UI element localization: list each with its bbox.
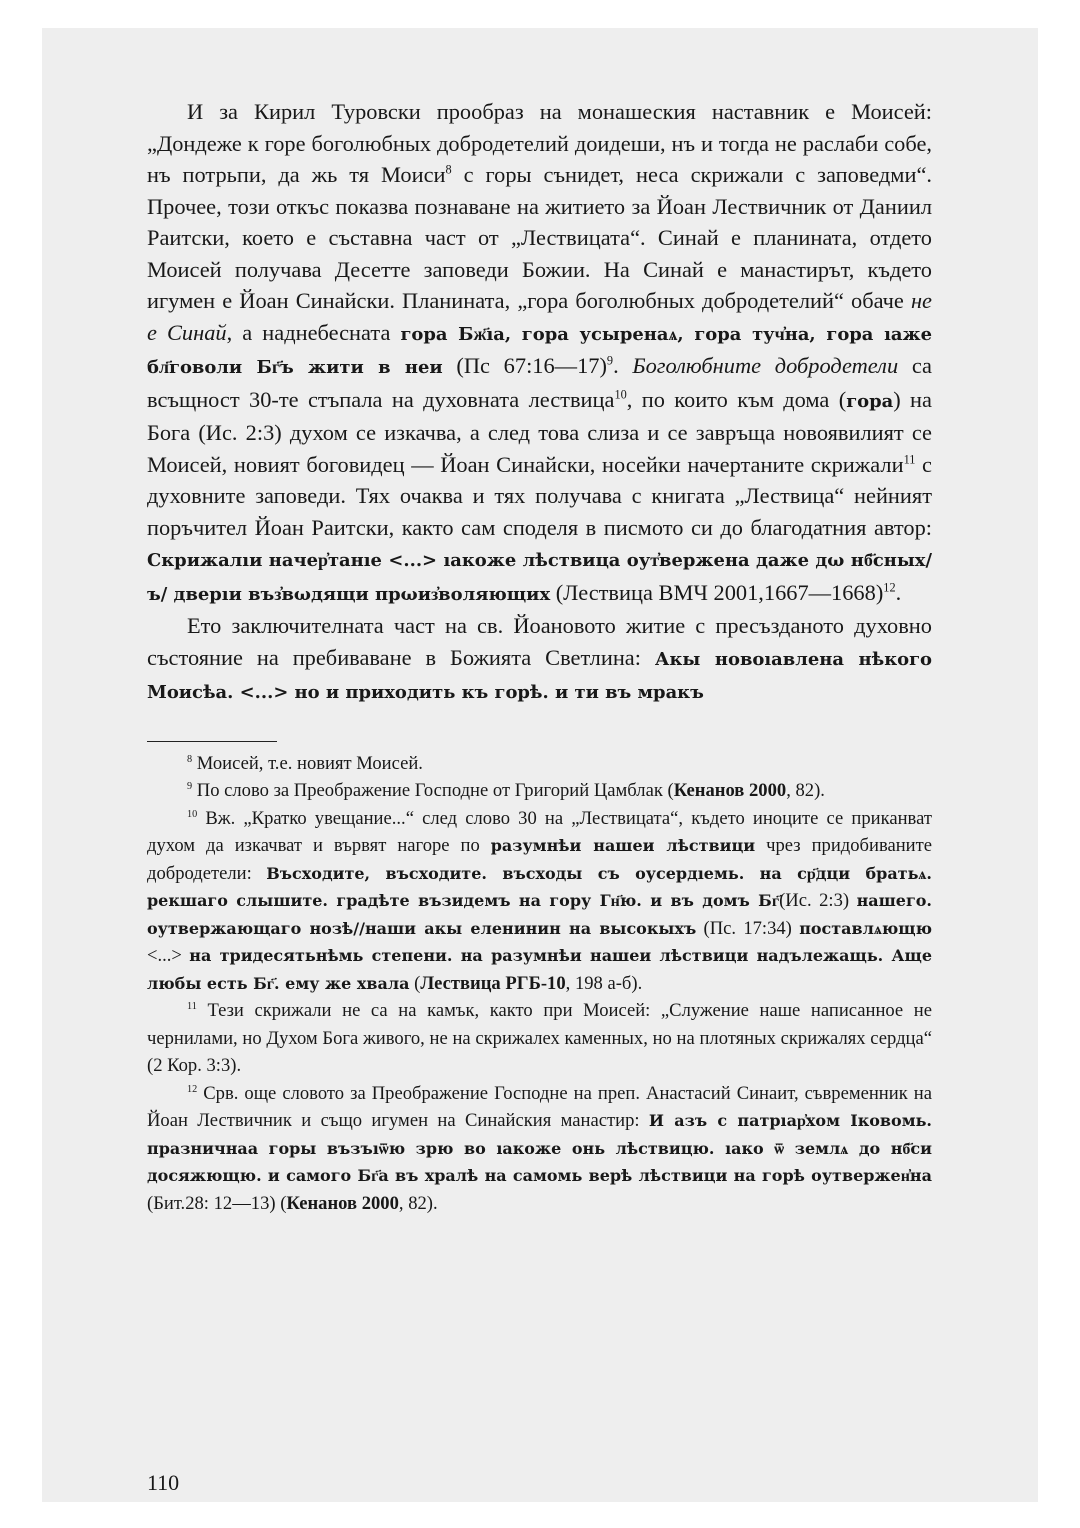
church-slavonic-quote: нашего. оутвержающаго нозѣ//наши акы еленинин на высокыхъ (147, 891, 932, 938)
church-slavonic-quote: Скрижалıи начер҆танıе <...> ıакоже лѣствица оут҆вержена даже дω нб҃сных/ъ/ дверıи въз҆вωдящи прωиз҆воляющих (147, 550, 932, 605)
footnote-9 (147, 777, 932, 805)
footnote-divider (147, 741, 277, 742)
text-run: са всъщност 30-те стъпала на духовната лествица (147, 353, 932, 412)
footnote-ref: 12 (883, 580, 896, 595)
church-slavonic-quote: Въсходите, въсходите. въсходы съ оусердıемь. на ср҃дци братьѧ. рекшаго слышите. градѣте възидемъ на гору Гн҃ю. и въ домъ Бг҃ (147, 863, 932, 910)
church-slavonic-quote: разумнѣи нашеи лѣствици (490, 836, 756, 855)
footnote-text: чрез придобиваните добродетели: (147, 835, 933, 884)
citation-author: Кенанов 2000 (673, 780, 787, 801)
footnote-10 (147, 805, 932, 998)
church-slavonic-quote: на тридесятьнѣмь степени. на разумнѣи нашеи лѣствици надълежащь. Аще любы есть Бг҃. ему же хвала (147, 946, 932, 993)
footnote-ref: 9 (606, 353, 614, 368)
footnote-text: <...> (147, 945, 190, 966)
page-content (147, 96, 932, 1217)
text-run: ) на Бога (Ис. 2:3) духом се изкачва, а след това слиза и се завръща новоявилият се Моисей, новият боговидец — Йоан Синайски, носейки начертаните скрижали (147, 386, 932, 477)
text-run: (Лествица ВМЧ 2001,1667—1668) (550, 579, 884, 605)
footnote-text: По слово за Преображение Господне от Григорий Цамблак ( (196, 780, 674, 801)
footnote-text: ( (409, 972, 421, 994)
footnote-12 (147, 1080, 932, 1218)
text-run: с горы сънидет, неса скрижали с заповедми“. Прочее, този откъс показва познаване на житието за Йоан Лествичник от Даниил Раитски, което е съставна част от „Лествицата“. Синай е планината, отдето Моисей получава Десетте заповеди Божии. На Синай е манастирът, където игумен е Йоан Синайски. Планината, „гора боголюбных добродетелий“ обаче (147, 162, 932, 313)
footnote-number: 12 (187, 1083, 198, 1095)
text-run: (Пс 67:16—17) (442, 353, 607, 378)
church-slavonic-quote: поставлѧющю (799, 918, 932, 938)
footnote-text: Срв. още словото за Преображение Господне на преп. Анастасий Синаит, съвременник на Йоан Лествичник и също игумен на Синайския манастир: (147, 1082, 932, 1131)
footnote-number: 11 (187, 1000, 197, 1012)
body-paragraph-2 (147, 610, 932, 709)
footnote-text: (Бит.28: 12—13) ( (147, 1192, 287, 1214)
footnote-text: , 198 а-б). (565, 972, 643, 994)
text-run: , по които към дома ( (626, 386, 847, 412)
citation-source: Лествица РГБ-10 (420, 972, 566, 994)
footnote-ref: 11 (903, 452, 916, 467)
page-number: 110 (147, 1470, 180, 1495)
church-slavonic-quote: Акы новоıавлена нѣкого Моисѣа. <...> но и приходить къ горѣ. и ти въ мракъ (147, 648, 932, 703)
text-run: И за Кирил Туровски прообраз на монашеския наставник е Моисей: „Дондеже к горе боголюбных добродетелий доидеши, нъ и тогда не раслаби собе, нъ потрьпи, да жь тя Моиси (147, 99, 932, 187)
footnote-number: 8 (187, 753, 193, 765)
footnote-text: , 82). (786, 780, 825, 801)
text-run: с духовните заповеди. Тях очаква и тях получава с книгата „Лествица“ нейният поръчител Йоан Раитски, както сам споделя в писмото си до благодатния автор: (147, 451, 932, 540)
text-run: . (895, 579, 902, 605)
footnote-number: 10 (187, 808, 198, 820)
text-run: , а наднебесната (226, 319, 401, 345)
church-slavonic-quote: И азъ с патрıар҆хом Ιковомь. празничнаа горы възъıѿю зрю во ıакоже онь лѣствицю. ıако ѿ землѧ до нб҃си досяжющю. и самого Бг҃а въ хралѣ на самомь верѣ лѣствици на горѣ оутвержен҆на (147, 1111, 932, 1185)
footnote-text: (Ис. 2:3) (779, 890, 857, 911)
footnote-text: Моисей, т.е. новият Моисей. (196, 752, 423, 774)
church-slavonic-quote: гора Бж҃ıа, гора усыренаѧ, гора туч҆на, гора ıаже бл҃говоли Бг҃ъ жити в неи (147, 323, 932, 378)
italic-run: Боголюбните добродетели (632, 353, 899, 378)
footnote-ref: 8 (445, 162, 452, 177)
footnote-8 (147, 750, 932, 778)
footnote-text: , 82). (398, 1192, 438, 1214)
italic-run: не е Синай (147, 288, 932, 345)
church-slavonic-word: гора (846, 390, 894, 412)
footnote-ref: 10 (614, 387, 627, 402)
citation-author: Кенанов 2000 (286, 1192, 399, 1214)
text-run: Ето заключителната част на св. Йоановото житие с пресъзданото духовно състояние на пребиваване в Божията Светлина: (147, 613, 932, 670)
footnote-text: Вж. „Кратко увещание...“ след слово 30 на „Лествицата“, където иноците се приканват духом да изкачват и вървят нагоре по (147, 807, 932, 856)
footnote-11 (147, 997, 932, 1080)
text-run: . (613, 353, 633, 378)
footnote-number: 9 (187, 780, 193, 792)
footnote-text: Тези скрижали не са на камък, както при Моисей: „Служение наше написанное не чернилами, но Духом Бога живого, не на скрижалех каменных, но на плотяных скрижалях сердца“ (2 Кор. 3:3). (147, 1000, 932, 1076)
footnote-text: (Пс. 17:34) (696, 917, 800, 939)
body-paragraph-1 (147, 96, 932, 610)
